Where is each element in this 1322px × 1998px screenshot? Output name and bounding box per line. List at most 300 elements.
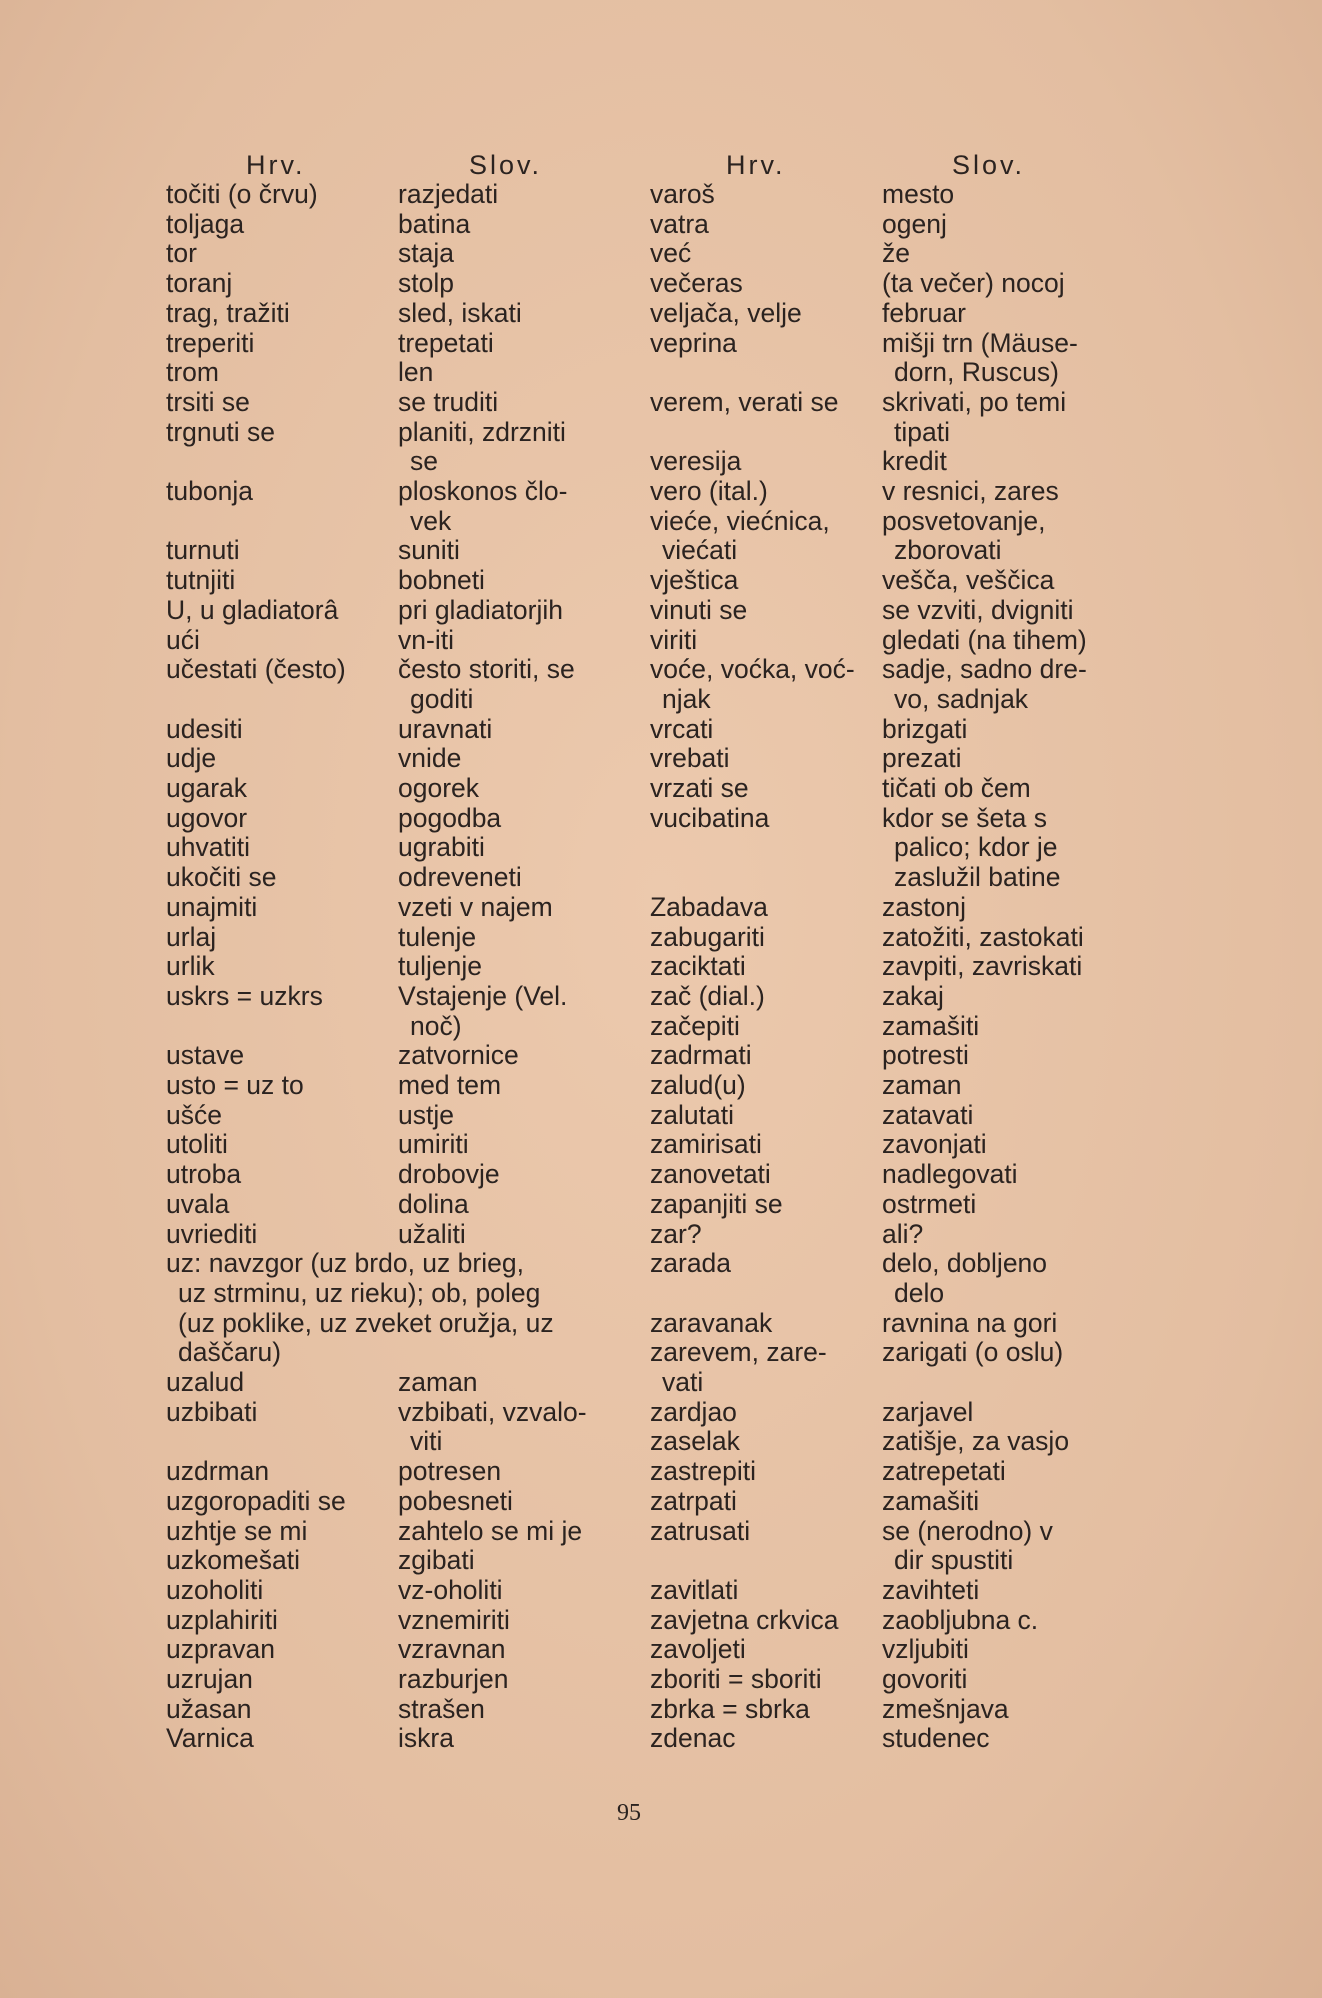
glossary-row [650,1576,1110,1606]
glossary-row [650,299,1110,329]
glossary-row [166,1695,626,1725]
glossary-row [166,536,626,566]
glossary-row [166,1724,626,1754]
croatian-term: uzbibati [166,1396,258,1427]
slovene-term: ogorek [398,773,480,804]
slovene-term: zahtelo se mi je [398,1515,583,1546]
slovene-term: med tem [398,1070,502,1101]
slovene-term: kredit [882,446,947,477]
croatian-term: ugarak [166,773,248,804]
glossary-row [650,358,1110,388]
croatian-term: zanovetati [650,1159,771,1190]
glossary-row [166,358,626,388]
slovene-term: se (nerodno) v [882,1515,1053,1546]
glossary-row [166,1279,626,1309]
croatian-term: zavitlati [650,1574,739,1605]
croatian-term: vucibatina [650,802,770,833]
glossary-entry-text: uz strminu, uz rieku); ob, poleg [178,1277,541,1308]
croatian-term: zavoljeti [650,1634,746,1665]
glossary-row [166,774,626,804]
croatian-term: zaravanak [650,1307,773,1338]
slovene-term: batina [398,208,471,239]
glossary-row [650,744,1110,774]
croatian-term: Zabadava [650,891,768,922]
croatian-term: uvala [166,1188,230,1219]
croatian-term: trom [166,357,219,388]
croatian-term: vrebati [650,743,730,774]
croatian-term: zač (dial.) [650,980,765,1011]
croatian-term: uzkomešati [166,1545,301,1576]
slovene-term: zavonjati [882,1129,987,1160]
left-column [166,150,626,1754]
croatian-term: zabugariti [650,921,765,952]
slovene-term: len [398,357,434,388]
slovene-term: ali? [882,1218,924,1249]
slovene-term: zborovati [894,535,1002,566]
slovene-term: zamašiti [882,1010,980,1041]
slovene-term: potresen [398,1456,502,1487]
slovene-term: planiti, zdrzniti [398,416,566,447]
croatian-term: uzhtje se mi [166,1515,308,1546]
glossary-row [650,1695,1110,1725]
slovene-term: užaliti [398,1218,466,1249]
glossary-row [650,536,1110,566]
croatian-term: uzdrman [166,1456,270,1487]
glossary-row [650,1249,1110,1279]
glossary-row [650,210,1110,240]
croatian-term: začepiti [650,1010,740,1041]
glossary-row [650,1130,1110,1160]
glossary-row [166,1309,626,1339]
croatian-term: viriti [650,624,698,655]
croatian-term: uskrs = uzkrs [166,980,323,1011]
glossary-row [166,1427,626,1457]
croatian-term: uvriediti [166,1218,258,1249]
slovene-term: studenec [882,1723,990,1754]
slovene-term: mesto [882,179,955,209]
slovene-term: razburjen [398,1664,509,1695]
slovene-term: nadlegovati [882,1159,1018,1190]
slovene-term: umiriti [398,1129,469,1160]
slovene-term: vzljubiti [882,1634,969,1665]
croatian-term: vero (ital.) [650,476,768,506]
slovene-term: se [410,446,438,477]
glossary-row [650,715,1110,745]
glossary-row [166,1665,626,1695]
slovene-term: uravnati [398,713,493,744]
slovene-term: zakaj [882,980,944,1011]
glossary-row [166,1487,626,1517]
glossary-row [166,329,626,359]
croatian-term: tutnjiti [166,565,236,596]
slovene-term: noč) [410,1010,462,1041]
slovene-term: dir spustiti [894,1545,1014,1576]
croatian-term: uhvatiti [166,832,250,863]
slovene-term: dolina [398,1188,469,1219]
glossary-row [166,447,626,477]
glossary-row [650,833,1110,863]
slovene-term: pri gladiatorjih [398,594,563,625]
slovene-term: bobneti [398,565,485,596]
glossary-row [166,1160,626,1190]
glossary-row [166,1368,626,1398]
glossary-row [650,1338,1110,1368]
glossary-row [650,418,1110,448]
glossary-row [650,329,1110,359]
croatian-term: zastrepiti [650,1456,757,1487]
glossary-row [650,1101,1110,1131]
glossary-entry-text: uz: navzgor (uz brdo, uz brieg, [166,1248,524,1279]
slovene-term: ravnina na gori [882,1307,1058,1338]
glossary-row [166,685,626,715]
slovene-term: goditi [410,683,474,714]
croatian-term: udje [166,743,217,774]
glossary-row [166,180,626,210]
croatian-term: utoliti [166,1129,228,1160]
header-slov: Slov. [952,150,1026,180]
glossary-row [166,1071,626,1101]
slovene-term: palico; kdor je [894,832,1058,863]
glossary-row [650,1398,1110,1428]
slovene-term: Vstajenje (Vel. [398,980,568,1011]
croatian-term: toranj [166,268,233,299]
croatian-term: trgnuti se [166,416,276,447]
glossary-row [650,447,1110,477]
glossary-row [650,1041,1110,1071]
glossary-row [166,1546,626,1576]
glossary-row [650,1368,1110,1398]
slovene-term: pobesneti [398,1485,513,1516]
croatian-term: usto = uz to [166,1070,304,1101]
slovene-term: zatišje, za vasjo [882,1426,1070,1457]
slovene-term: zatavati [882,1099,974,1130]
croatian-term: zdenac [650,1723,736,1754]
croatian-term: vatra [650,208,709,239]
slovene-term: zatožiti, zastokati [882,921,1084,952]
slovene-term: zastonj [882,891,966,922]
slovene-term: tičati ob čem [882,773,1031,804]
slovene-term: gledati (na tihem) [882,624,1087,655]
croatian-term: zaselak [650,1426,740,1457]
slovene-term: vo, sadnjak [894,683,1029,714]
glossary-row [650,626,1110,656]
glossary-row [166,1576,626,1606]
glossary-row [166,1517,626,1547]
glossary-row [650,1665,1110,1695]
header-hrv: Hrv. [726,150,786,180]
slovene-term: se vzviti, dvigniti [882,594,1074,625]
slovene-term: posvetovanje, [882,505,1046,536]
slovene-term: zarigati (o oslu) [882,1337,1064,1368]
slovene-term: brizgati [882,713,968,744]
glossary-row [650,1606,1110,1636]
slovene-term: trepetati [398,327,494,358]
slovene-term: zatvornice [398,1040,519,1071]
croatian-term: uzoholiti [166,1574,264,1605]
croatian-term: U, u gladiatorâ [166,594,339,625]
glossary-row [650,1012,1110,1042]
glossary-row [166,299,626,329]
croatian-term: zatrusati [650,1515,751,1546]
glossary-row [650,1517,1110,1547]
croatian-term: vieće, viećnica, [650,505,830,536]
glossary-row [650,893,1110,923]
croatian-term: zalutati [650,1099,734,1130]
slovene-term: vešča, veščica [882,565,1055,596]
croatian-term: udesiti [166,713,243,744]
glossary-row [650,655,1110,685]
glossary-row [650,566,1110,596]
left-column-header [166,150,626,180]
croatian-term: zaciktati [650,951,746,982]
slovene-term: pogodba [398,802,502,833]
croatian-term: uzpravan [166,1634,276,1665]
glossary-row [166,1220,626,1250]
croatian-term: vati [662,1367,704,1398]
croatian-term: vještica [650,565,739,596]
glossary-row [650,982,1110,1012]
slovene-term: zatrepetati [882,1456,1006,1487]
croatian-term: utroba [166,1159,242,1190]
croatian-term: zarada [650,1248,732,1279]
croatian-term: urlaj [166,921,217,952]
glossary-row [166,1457,626,1487]
glossary-row [650,923,1110,953]
glossary-row [650,1546,1110,1576]
slovene-term: zmešnjava [882,1693,1009,1724]
glossary-row [650,1220,1110,1250]
croatian-term: zalud(u) [650,1070,746,1101]
croatian-term: veprina [650,327,737,358]
croatian-term: ušće [166,1099,222,1130]
croatian-term: urlik [166,951,215,982]
glossary-row [166,982,626,1012]
slovene-term: skrivati, po temi [882,386,1067,417]
glossary-row [166,507,626,537]
croatian-term: veresija [650,446,742,477]
glossary-row [166,1635,626,1665]
glossary-row [166,655,626,685]
croatian-term: varoš [650,179,715,209]
croatian-term: vrzati se [650,773,749,804]
slovene-term: ugrabiti [398,832,485,863]
glossary-row [166,1338,626,1368]
glossary-row [166,388,626,418]
croatian-term: zbrka = sbrka [650,1693,810,1724]
croatian-term: zamirisati [650,1129,762,1160]
slovene-term: ploskonos člo- [398,476,568,507]
slovene-term: iskra [398,1723,454,1754]
slovene-term: viti [410,1426,443,1457]
slovene-term: mišji trn (Mäuse- [882,327,1078,358]
glossary-row [166,418,626,448]
glossary-row [650,1724,1110,1754]
glossary-row [166,1041,626,1071]
glossary-row [166,626,626,656]
croatian-term: točiti (o črvu) [166,179,318,209]
croatian-term: zadrmati [650,1040,752,1071]
slovene-term: zavpiti, zavriskati [882,951,1083,982]
slovene-term: ogenj [882,208,947,239]
glossary-row [650,180,1110,210]
slovene-term: zaman [882,1070,962,1101]
glossary-row [166,744,626,774]
croatian-term: već [650,238,692,269]
glossary-row [166,833,626,863]
slovene-term: ustje [398,1099,454,1130]
slovene-term: vzravnan [398,1634,506,1665]
glossary-row [650,507,1110,537]
croatian-term: ugovor [166,802,248,833]
slovene-term: odreveneti [398,862,522,893]
glossary-row [166,893,626,923]
glossary-row [166,596,626,626]
glossary-row [166,1398,626,1428]
croatian-term: zavjetna crkvica [650,1604,839,1635]
glossary-row [650,1190,1110,1220]
croatian-term: trsiti se [166,386,250,417]
slovene-term: zaobljubna c. [882,1604,1039,1635]
slovene-term: potresti [882,1040,969,1071]
glossary-row [650,1071,1110,1101]
croatian-term: voće, voćka, voć- [650,654,855,685]
glossary-row [166,239,626,269]
slovene-term: zavihteti [882,1574,980,1605]
croatian-term: trag, tražiti [166,297,290,328]
slovene-term: razjedati [398,179,499,209]
slovene-term: tipati [894,416,950,447]
slovene-term: zgibati [398,1545,475,1576]
glossary-row [166,863,626,893]
croatian-term: ukočiti se [166,862,277,893]
slovene-term: vz-oholiti [398,1574,503,1605]
croatian-term: učestati (često) [166,654,346,685]
glossary-row [650,1487,1110,1517]
slovene-term: prezati [882,743,962,774]
croatian-term: treperiti [166,327,255,358]
croatian-term: večeras [650,268,743,299]
slovene-term: vn-iti [398,624,454,655]
croatian-term: užasan [166,1693,252,1724]
glossary-entry-text: (uz poklike, uz zveket oružja, uz [178,1307,554,1338]
glossary-row [650,269,1110,299]
croatian-term: ući [166,624,200,655]
slovene-term: sadje, sadno dre- [882,654,1087,685]
glossary-row [166,1190,626,1220]
glossary-row [166,804,626,834]
croatian-term: zar? [650,1218,702,1249]
right-column-header [650,150,1110,180]
glossary-row [650,1427,1110,1457]
croatian-term: ustave [166,1040,245,1071]
glossary-row [650,685,1110,715]
slovene-term: često storiti, se [398,654,575,685]
slovene-term: delo [894,1277,945,1308]
glossary-row [166,1012,626,1042]
glossary-row [650,388,1110,418]
slovene-term: zaslužil batine [894,862,1061,893]
glossary-row [166,1606,626,1636]
croatian-term: viećati [662,535,738,566]
croatian-term: zatrpati [650,1485,737,1516]
slovene-term: že [882,238,910,269]
glossary-row [166,210,626,240]
glossary-entry-text: daščaru) [178,1337,282,1368]
glossary-row [650,804,1110,834]
croatian-term: tor [166,238,197,269]
croatian-term: tubonja [166,476,253,507]
glossary-row [166,1249,626,1279]
slovene-term: tulenje [398,921,477,952]
slovene-term: vzeti v najem [398,891,553,922]
slovene-term: vzbibati, vzvalo- [398,1396,587,1427]
slovene-term: februar [882,297,966,328]
page-number: 95 [617,1800,641,1826]
glossary-row [166,477,626,507]
slovene-term: govoriti [882,1664,968,1695]
croatian-term: veljača, velje [650,297,802,328]
slovene-term: (ta večer) nocoj [882,268,1065,299]
croatian-term: uzplahiriti [166,1604,278,1635]
glossary-row [650,952,1110,982]
header-slov: Slov. [469,150,543,180]
slovene-term: vek [410,505,452,536]
glossary-row [166,1130,626,1160]
croatian-term: zarevem, zare- [650,1337,827,1368]
slovene-term: vnide [398,743,462,774]
croatian-term: Varnica [166,1723,254,1754]
glossary-row [650,1635,1110,1665]
slovene-term: zarjavel [882,1396,974,1427]
header-hrv: Hrv. [246,150,306,180]
glossary-row [650,863,1110,893]
slovene-term: drobovje [398,1159,500,1190]
glossary-row [650,1309,1110,1339]
croatian-term: zardjao [650,1396,737,1427]
glossary-row [166,715,626,745]
slovene-term: ostrmeti [882,1188,977,1219]
slovene-term: se truditi [398,386,499,417]
slovene-term: zamašiti [882,1485,980,1516]
croatian-term: toljaga [166,208,245,239]
glossary-row [166,269,626,299]
croatian-term: vinuti se [650,594,748,625]
croatian-term: unajmiti [166,891,258,922]
glossary-row [650,1457,1110,1487]
glossary-row [650,1279,1110,1309]
glossary-row [650,239,1110,269]
glossary-row [166,952,626,982]
glossary-row [166,1101,626,1131]
slovene-term: v resnici, zares [882,476,1059,506]
slovene-term: stolp [398,268,454,299]
croatian-term: verem, verati se [650,386,839,417]
slovene-term: delo, dobljeno [882,1248,1048,1279]
croatian-term: turnuti [166,535,240,566]
glossary-row [650,596,1110,626]
slovene-term: tuljenje [398,951,482,982]
slovene-term: staja [398,238,454,269]
croatian-term: zboriti = sboriti [650,1664,822,1695]
slovene-term: suniti [398,535,460,566]
croatian-term: vrcati [650,713,714,744]
slovene-term: sled, iskati [398,297,522,328]
glossary-row [166,923,626,953]
glossary-row [650,1160,1110,1190]
right-column [650,150,1110,1754]
slovene-term: zaman [398,1367,478,1398]
croatian-term: zapanjiti se [650,1188,783,1219]
